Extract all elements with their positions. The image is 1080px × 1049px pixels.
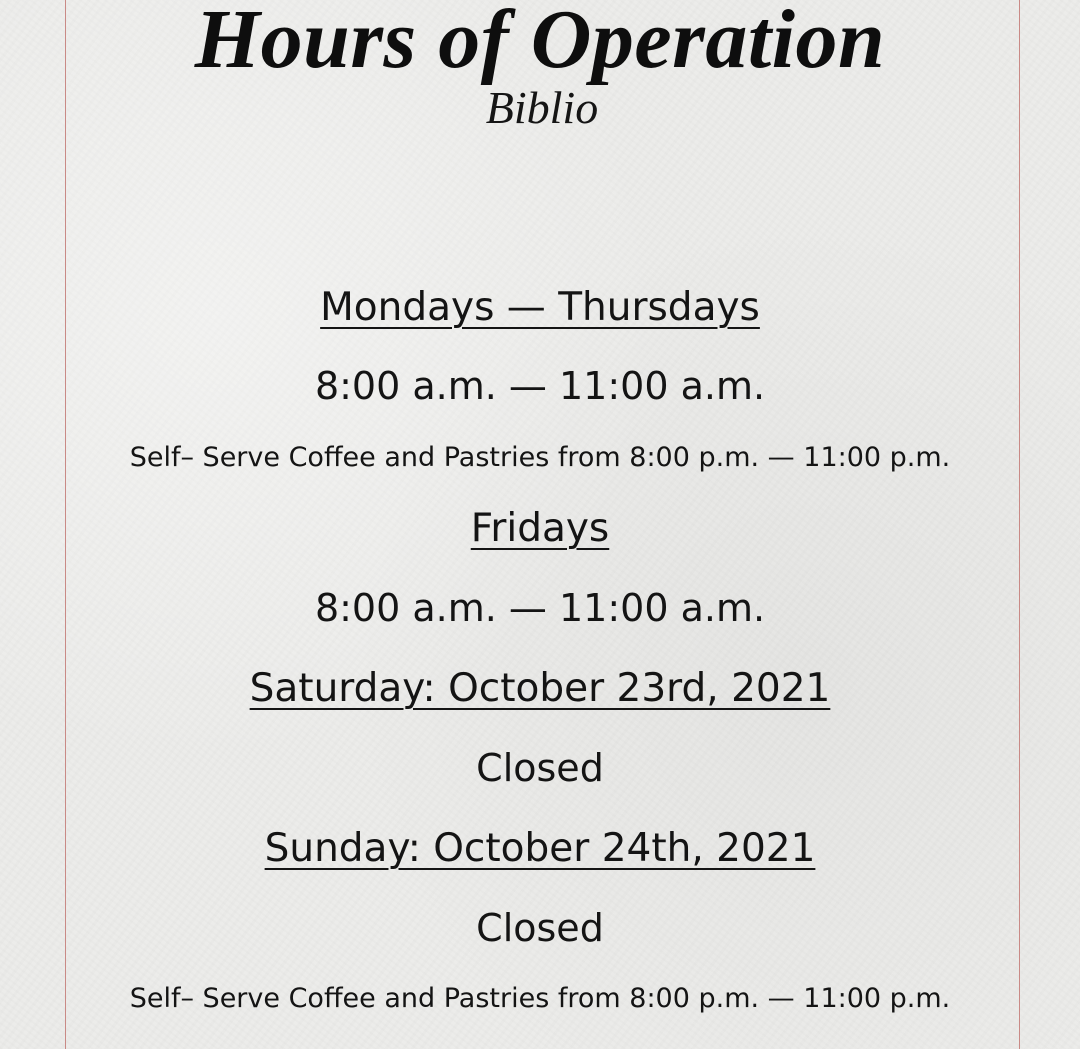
page-subtitle: Biblio	[485, 82, 599, 133]
page-title: Hours of Operation	[194, 0, 886, 86]
note-sunday: Self– Serve Coffee and Pastries from 8:00 p.m. — 11:00 p.m.	[129, 983, 951, 1014]
hours-fridays: 8:00 a.m. — 11:00 a.m.	[314, 586, 766, 630]
hours-mondays-thursdays: 8:00 a.m. — 11:00 a.m.	[314, 364, 766, 408]
heading-saturday: Saturday: October 23rd, 2021	[249, 666, 831, 711]
heading-sunday: Sunday: October 24th, 2021	[264, 826, 816, 871]
heading-mondays-thursdays: Mondays — Thursdays	[320, 285, 760, 330]
note-mondays-thursdays: Self– Serve Coffee and Pastries from 8:00 p.m. — 11:00 p.m.	[129, 442, 951, 473]
status-saturday: Closed	[476, 746, 604, 790]
heading-fridays: Fridays	[470, 506, 610, 551]
status-sunday: Closed	[476, 906, 604, 950]
